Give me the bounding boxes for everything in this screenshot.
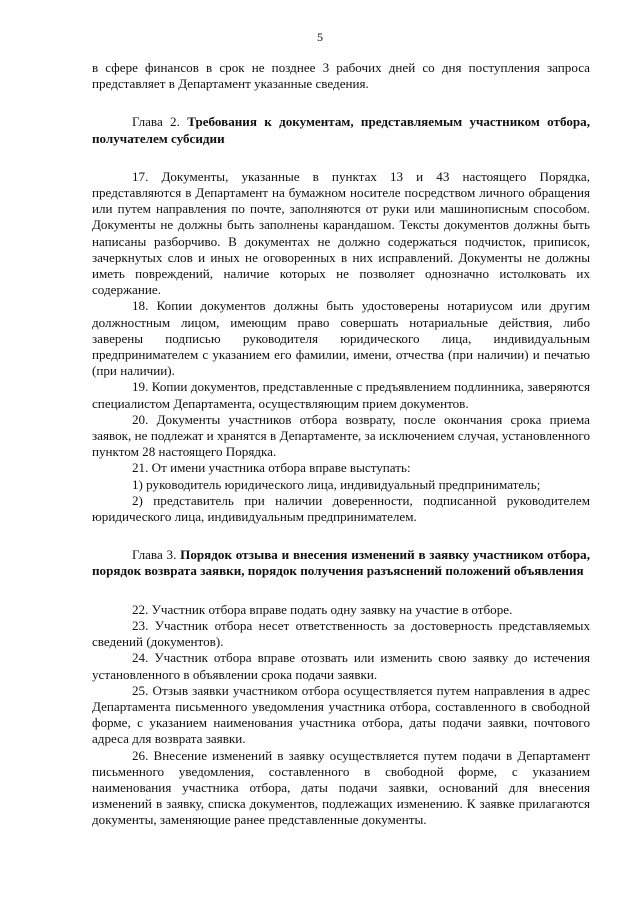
chapter-3-title: Порядок отзыва и внесения изменений в заявку участником отбора, порядок возврата заявки, порядок получения разъяснений положений объявления [92,547,590,579]
paragraph-25: 25. Отзыв заявки участником отбора осуществляется путем направления в адрес Департамента письменного уведомления участника отбора, составленного в свободной форме, с указанием наименования участника отбора, даты подачи заявки, почтового адреса для возврата заявки. [92,682,590,747]
paragraph-24: 24. Участник отбора вправе отозвать или изменить свою заявку до истечения установленного в объявлении срока подачи заявки. [92,650,590,682]
paragraph-21: 21. От имени участника отбора вправе выступать: [132,460,411,476]
chapter-2-section [92,169,590,525]
chapter-2-prefix: Глава 2. [132,114,180,130]
paragraph-23: 23. Участник отбора несет ответственность за достоверность представляемых сведений (документов). [92,617,590,650]
paragraph-26: 26. Внесение изменений в заявку осуществляется путем подачи в Департамент письменного уведомления, составленного в свободной форме, с указанием наименования участника отбора, даты подачи заявки, оснований для внесения изменений в заявку, списка документов, подлежащих изменению. К заявке прилагаются документы, заменяющие ранее представленные документы. [92,747,590,828]
paragraph-21-item-1: 1) руководитель юридического лица, индивидуальный предприниматель; [132,476,541,492]
chapter-3-prefix: Глава 3. [132,547,177,563]
chapter-3-section [92,602,590,829]
chapter-2-title: Требования к документам, представляемым участником отбора, получателем субсидии [92,114,590,146]
paragraph-20: 20. Документы участников отбора возврату, после окончания срока приема заявок, не подлежат и хранятся в Департаменте, за исключением случая, установленного пунктом 28 настоящего Порядка. [92,411,590,460]
page-number: 5 [317,30,323,44]
intro-paragraph: в сфере финансов в срок не позднее 3 рабочих дней со дня поступления запроса представляет в Департамент указанные сведения. [92,60,590,92]
document-body [92,60,590,829]
paragraph-21-item-2: 2) представитель при наличии доверенности, подписанной руководителем юридического лица, индивидуальным предпринимателем. [92,492,590,525]
paragraph-18: 18. Копии документов должны быть удостоверены нотариусом или другим должностным лицом, имеющим право совершать нотариальные действия, либо заверены подписью руководителя юридического лица, индивидуальным предпринимателем с указанием его фамилии, имени, отчества (при наличии) и печатью (при наличии). [92,298,590,379]
chapter-2-heading [92,114,590,146]
paragraph-19: 19. Копии документов, представленные с предъявлением подлинника, заверяются специалистом Департамента, осуществляющим прием документов. [92,379,590,411]
paragraph-22: 22. Участник отбора вправе подать одну заявку на участие в отборе. [132,601,513,617]
paragraph-17: 17. Документы, указанные в пунктах 13 и 43 настоящего Порядка, представляются в Департамент на бумажном носителе посредством личного обращения или путем направления по почте, заполняются от руки или машинописным способом. Документы не должны быть заполнены карандашом. Тексты документов должны быть написаны разборчиво. В документах не должно содержаться подчисток, приписок, зачеркнутых слов и иных не оговоренных в них исправлений. Документы не должны иметь повреждений, наличие которых не позволяет однозначно истолковать их содержание. [92,168,590,298]
chapter-3-heading [92,547,590,579]
